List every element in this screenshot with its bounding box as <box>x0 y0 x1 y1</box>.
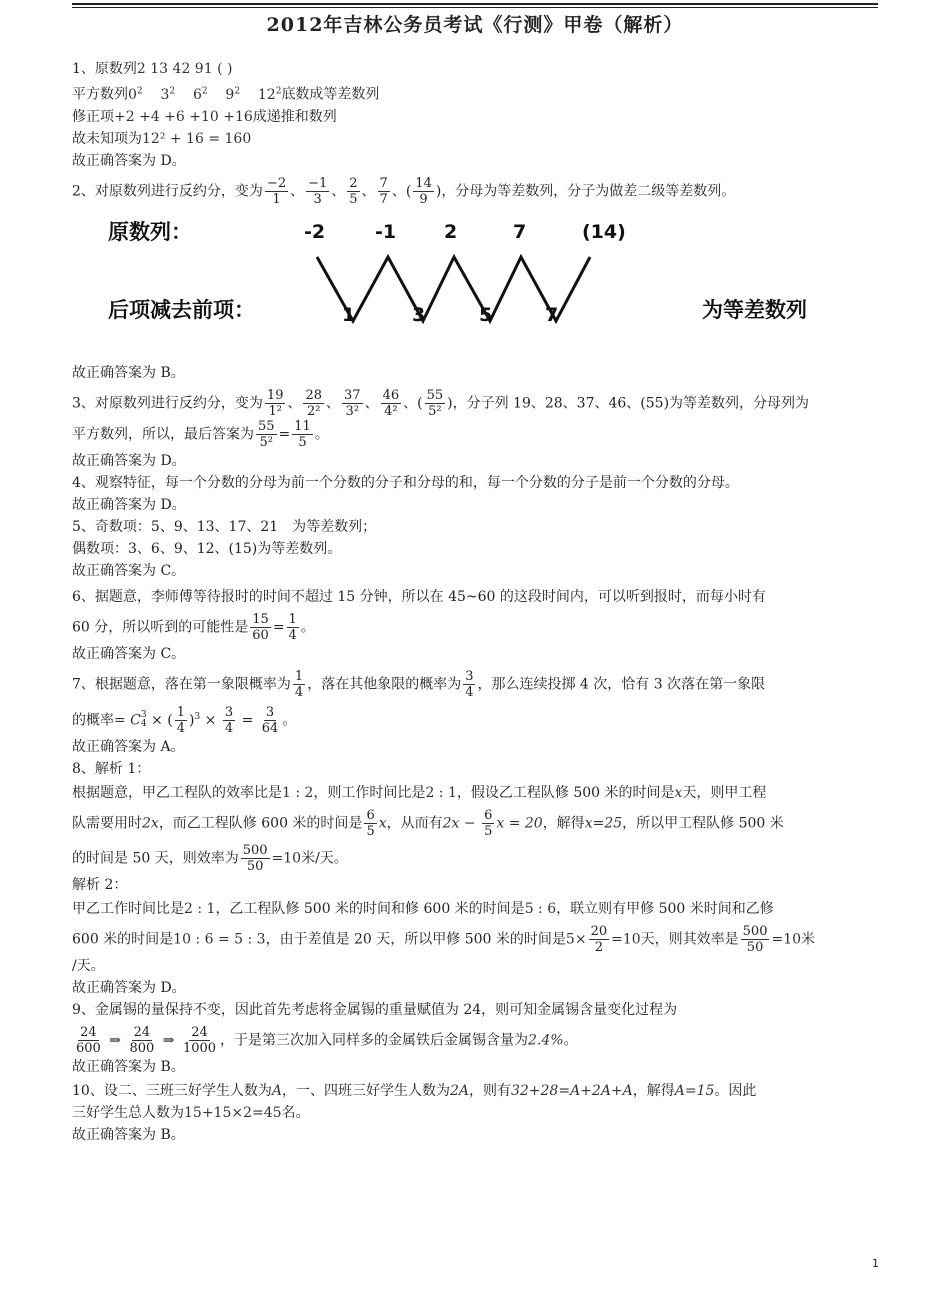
q10-answer: 故正确答案为 B。 <box>72 1126 185 1143</box>
q3-answer: 故正确答案为 D。 <box>72 452 186 469</box>
q8-line3: 的时间是 50 天，则效率为 $\frac{500}{50}$ =10米/天。 <box>72 842 348 874</box>
top-num: 2 <box>444 220 458 243</box>
diagram-label-original: 原数列： <box>108 219 192 244</box>
q4-answer: 故正确答案为 D。 <box>72 496 186 513</box>
q7-answer: 故正确答案为 A。 <box>72 738 185 755</box>
document-body <box>72 58 880 1146</box>
q9-line2: $\frac{24}{600}$ ⇒ $\frac{24}{800}$ ⇒ $\frac{24}{1000}$ ，于是第三次加入同样多的金属铁后金属锡含量为2.4%。 <box>76 1024 578 1056</box>
q8-line1: 根据题意，甲乙工程队的效率比是1 : 2，则工作时间比是2 : 1，假设乙工程队修 500 米的时间是x天，则甲工程 <box>72 784 767 801</box>
q7-line2: 的概率= C 3 4 × ( $\frac{1}{4}$ )$^3$ × $\frac{3}{4}$ = $\frac{3}{64}$ 。 <box>72 704 297 736</box>
bottom-num: 7 <box>545 303 559 326</box>
q8-heading1: 8、解析 1： <box>72 760 151 777</box>
q7-line1: 7、根据题意，落在第一象限概率为 $\frac{1}{4}$ ，落在其他象限的概率为 $\frac{3}{4}$ ，那么连续投掷 4 次，恰有 3 次落在第一象限 <box>72 668 766 700</box>
q8-line2: 队需要用时2x，而乙工程队修 600 米的时间是 $\frac{6}{5}$ x，从而有2x − $\frac{6}{5}$ x = 20，解得x=25，所以甲工程队修 500 米 <box>72 807 784 839</box>
top-num: (14) <box>582 220 626 243</box>
bottom-num: 1 <box>342 303 356 326</box>
q8-heading2: 解析 2： <box>72 876 128 893</box>
q2-zigzag-diagram <box>72 211 880 356</box>
q6-line2: 60 分，所以听到的可能性是 $\frac{15}{60}$ = $\frac{1}{4}$ 。 <box>72 611 315 643</box>
q6-line1: 6、据题意，李师傅等待报时的时间不超过 15 分钟，所以在 45~60 的这段时间内，可以听到报时，而每小时有 <box>72 588 766 605</box>
q10-line2: 三好学生总人数为15+15×2=45名。 <box>72 1104 310 1121</box>
q1-line4: 故未知项为12² + 16 = 160 <box>72 130 252 147</box>
bottom-num: 3 <box>412 303 426 326</box>
q5-line2: 偶数项：3、6、9、12、(15)为等差数列。 <box>72 540 342 557</box>
q1-answer: 故正确答案为 D。 <box>72 152 186 169</box>
top-num: -1 <box>375 220 397 243</box>
top-num: -2 <box>304 220 326 243</box>
q1-line3: 修正项+2 +4 +6 +10 +16成递推和数列 <box>72 108 337 125</box>
q8-answer: 故正确答案为 D。 <box>72 979 186 996</box>
top-num: 7 <box>513 220 527 243</box>
q1-line1: 1、原数列2 13 42 91 ( ) <box>72 61 233 77</box>
bottom-num: 5 <box>479 303 493 326</box>
q5-answer: 故正确答案为 C。 <box>72 562 186 579</box>
q8-line6: /天。 <box>72 957 105 974</box>
top-rule <box>72 3 878 5</box>
q9-answer: 故正确答案为 B。 <box>72 1058 185 1075</box>
q3-line1: 3、对原数列进行反约分，变为 $\frac{19}{\text{1²}}$ 、 $\frac{28}{\text{2²}}$ 、 $\frac{37}{\text{3²}}$ 、 $\frac{46}{\text{4²}}$ 、( $\frac{55}{\text{5²}}$ )，分子列 19、28、37、46、(55)为等差数列，分母列为 <box>72 387 810 419</box>
q4-text: 4、观察特征，每一个分数的分母为前一个分数的分子和分母的和，每一个分数的分子是前一个分数的分母。 <box>72 474 739 491</box>
q2-line1: 2、对原数列进行反约分，变为 $\frac{-2}{1}$ 、 $\frac{-1}{3}$ 、 $\frac{2}{5}$ 、 $\frac{7}{7}$ 、( $\frac{14}{9}$ )，分母为等差数列，分子为做差二级等差数列。 <box>72 175 736 207</box>
q8-line4: 甲乙工作时间比是2 : 1，乙工程队修 500 米的时间和修 600 米的时间是5 : 6，联立则有甲修 500 米时间和乙修 <box>72 900 774 917</box>
page-number: 1 <box>872 1257 879 1270</box>
diagram-label-diff: 后项减去前项： <box>108 297 255 322</box>
q5-line1: 5、奇数项：5、9、13、17、21 为等差数列； <box>72 518 377 535</box>
diagram-label-arith: 为等差数列 <box>702 297 807 322</box>
q10-line1: 10、设二、三班三好学生人数为A，一、四班三好学生人数为2A，则有32+28=A+2A+A，解得A=15。因此 <box>72 1082 757 1099</box>
q6-answer: 故正确答案为 C。 <box>72 645 186 662</box>
zigzag-lines <box>72 211 880 356</box>
top-rule-thin <box>72 7 878 8</box>
q3-line2: 平方数列，所以，最后答案为 $\frac{55}{\text{5²}}$ = $\frac{11}{5}$ 。 <box>72 418 329 450</box>
q2-answer: 故正确答案为 B。 <box>72 364 185 381</box>
q1-line2: 平方数列$0^2$ $3^2$ $6^2$ $9^2$ $12^2$底数成等差数列 <box>72 86 380 103</box>
q9-line1: 9、金属锡的量保持不变，因此首先考虑将金属锡的重量赋值为 24，则可知金属锡含量变化过程为 <box>72 1001 678 1018</box>
page-title: 2012年吉林公务员考试《行测》甲卷（解析） <box>266 14 684 36</box>
q8-line5: 600 米的时间是10 : 6 = 5 : 3，由于差值是 20 天，所以甲修 500 米的时间是5× $\frac{20}{2}$ =10天，则其效率是 $\frac{500}{50}$ =10米 <box>72 923 816 955</box>
